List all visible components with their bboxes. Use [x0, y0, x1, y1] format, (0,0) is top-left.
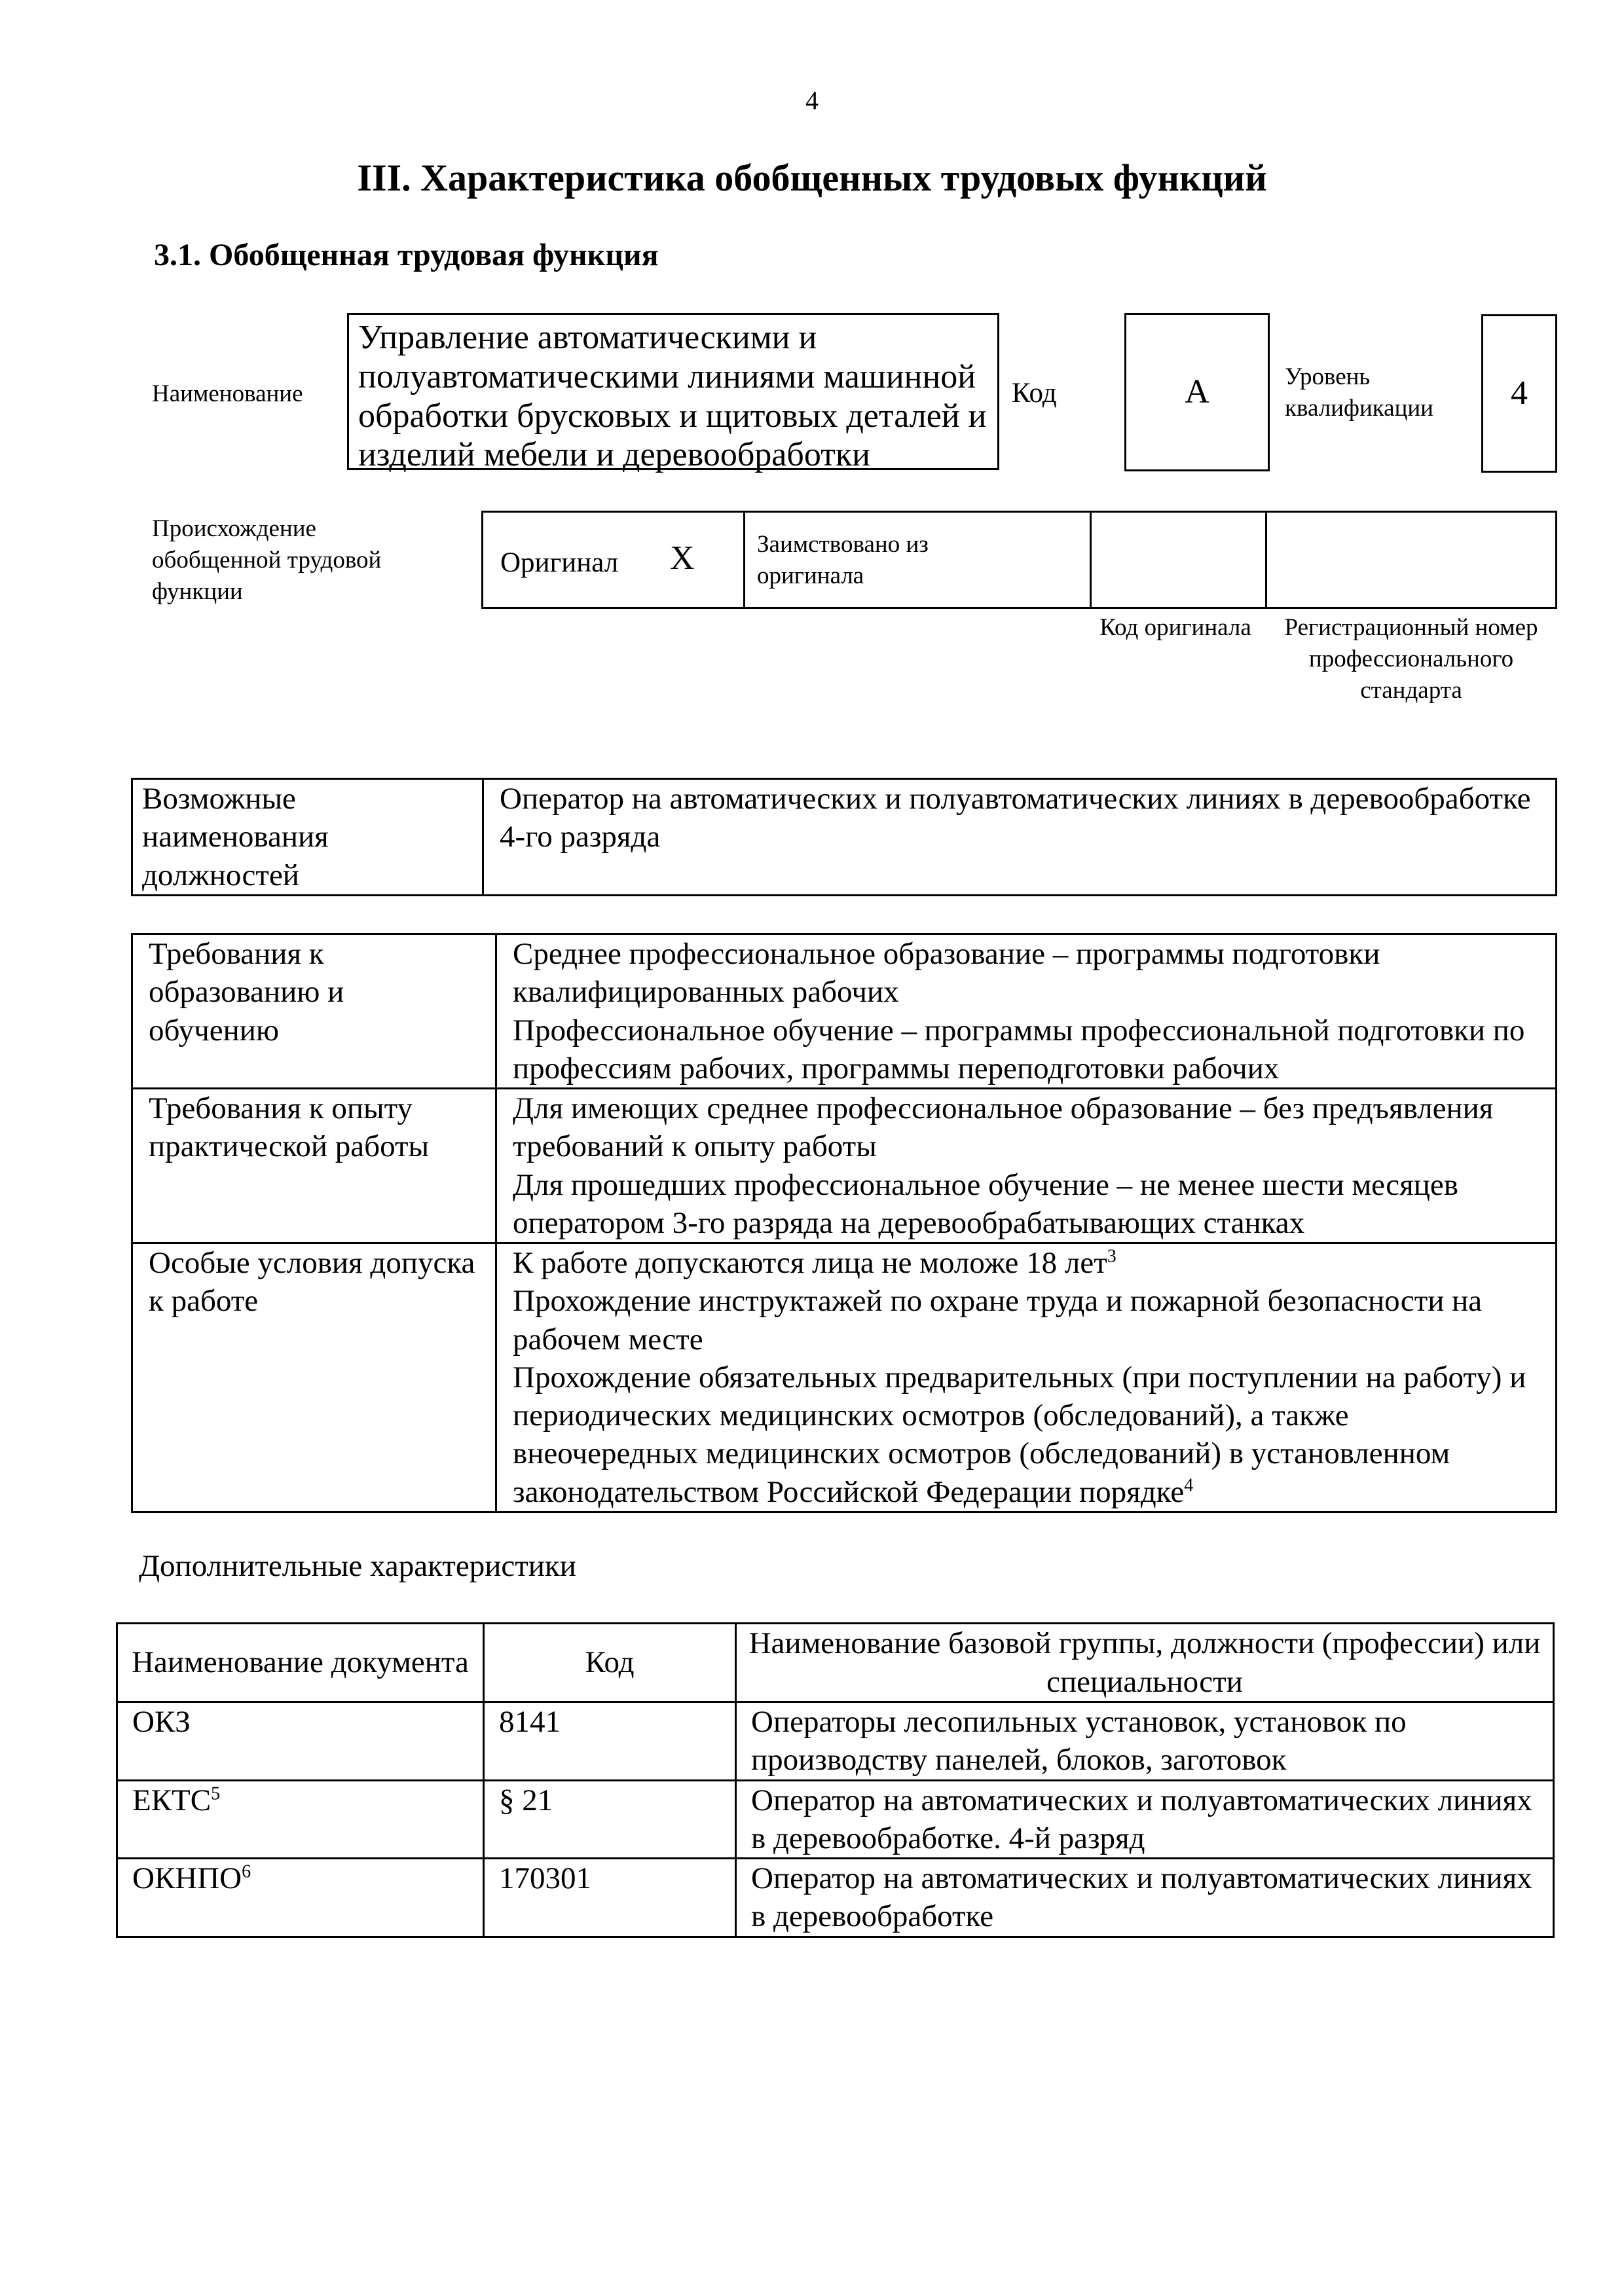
special-conditions-label: Особые условия допуска к работе	[132, 1243, 496, 1512]
requirements-table	[131, 933, 1557, 1513]
name-cell: Оператор на автоматических и полуавтоматических линиях в деревообработке	[736, 1859, 1554, 1937]
original-mark: X	[670, 539, 695, 577]
page-number: 4	[805, 86, 819, 115]
origin-label: Происхождение обобщенной трудовой функции	[152, 515, 382, 606]
table-row	[132, 1089, 1557, 1243]
reg-number-label: Регистрационный номер профессионального стандарта	[1284, 614, 1538, 704]
experience-value: Для имеющих среднее профессиональное образование – без предъявления требований к опыту работы Для прошедших профессиональное обучение – не менее шести месяцев оператором 3-го разряда на деревообрабатывающих станках	[496, 1089, 1557, 1243]
table-row	[117, 1859, 1554, 1937]
name-label: Наименование	[152, 380, 303, 407]
name-value-box	[347, 313, 999, 474]
doc-cell: ЕКТС	[132, 1783, 212, 1817]
footnote-ref: 4	[1184, 1475, 1194, 1496]
level-value-box	[1481, 314, 1557, 473]
name-value: Управление автоматическими и полуавтоматическими линиями машинной обработки брусковых и щитовых деталей и изделий мебели и деревообработки	[358, 319, 987, 474]
code-value-box	[1124, 313, 1270, 471]
name-cell: Операторы лесопильных установок, установок по производству панелей, блоков, заготовок	[736, 1702, 1554, 1781]
header-code: Код	[484, 1624, 736, 1702]
section-title: III. Характеристика обобщенных трудовых функций	[357, 156, 1267, 199]
footnote-ref: 5	[211, 1783, 221, 1804]
name-cell: Оператор на автоматических и полуавтоматических линиях в деревообработке. 4-й разряд	[736, 1780, 1554, 1859]
table-header-row	[117, 1624, 1554, 1702]
header-doc: Наименование документа	[117, 1624, 484, 1702]
borrowed-label: Заимствовано из оригинала	[757, 531, 929, 590]
table-row	[132, 1243, 1557, 1512]
subsection-title: 3.1. Обобщенная трудовая функция	[154, 238, 659, 272]
footnote-ref: 6	[242, 1861, 251, 1882]
code-value: А	[1185, 373, 1209, 411]
table-row	[117, 1780, 1554, 1859]
additional-title: Дополнительные характеристики	[139, 1549, 576, 1583]
origin-divider	[743, 513, 745, 607]
code-cell: 8141	[484, 1702, 736, 1781]
experience-label: Требования к опыту практической работы	[132, 1089, 496, 1243]
table-row	[132, 934, 1557, 1089]
education-value: Среднее профессиональное образование – программы подготовки квалифицированных рабочих Профессиональное обучение – программы профессиональной подготовки по профессиям рабочих, программы переподготовки рабочих	[496, 934, 1557, 1089]
code-cell: § 21	[484, 1780, 736, 1859]
positions-label: Возможные наименования должностей	[132, 779, 483, 896]
education-label: Требования к образованию и обучению	[132, 934, 496, 1089]
origin-box	[481, 511, 1557, 609]
table-row	[117, 1702, 1554, 1781]
code-label: Код	[1012, 378, 1057, 409]
header-name: Наименование базовой группы, должности (профессии) или специальности	[736, 1624, 1554, 1702]
special-conditions-value: К работе допускаются лица не моложе 18 лет$^3$ Прохождение инструктажей по охране труда и пожарной безопасности на рабочем месте Прохождение обязательных предварительных (при поступлении на работу) и периодических медицинских осмотров (обследований), а также внеочередных медицинских осмотров (обследований) в установленном законодательством Российской Федерации порядке$^4$	[496, 1243, 1557, 1512]
positions-table	[131, 778, 1557, 896]
code-cell: 170301	[484, 1859, 736, 1937]
footnote-ref: 3	[1107, 1246, 1116, 1267]
doc-cell: ОКЗ	[132, 1705, 191, 1739]
positions-value: Оператор на автоматических и полуавтоматических линиях в деревообработке 4-го разряда	[483, 779, 1557, 896]
origin-divider	[1265, 513, 1267, 607]
level-label: Уровень квалификации	[1285, 363, 1433, 422]
origin-divider	[1090, 513, 1092, 607]
original-label: Оригинал	[500, 547, 619, 578]
code-original-label: Код оригинала	[1099, 614, 1251, 641]
additional-table	[116, 1622, 1555, 1938]
level-value: 4	[1511, 374, 1528, 412]
doc-cell: ОКНПО	[132, 1861, 242, 1896]
